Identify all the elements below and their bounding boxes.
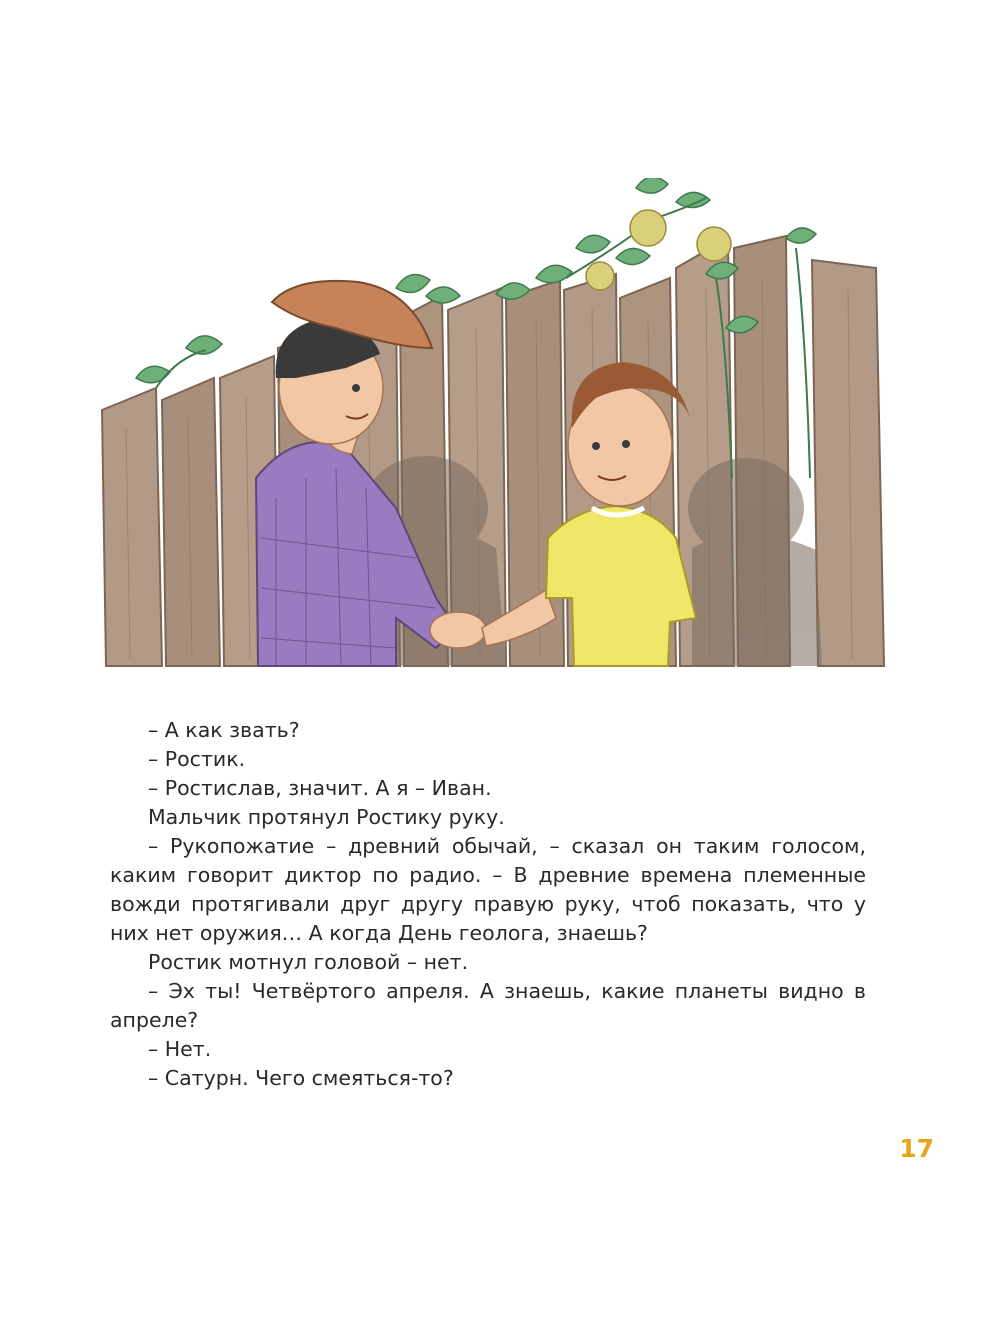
paragraph: Ростик мотнул головой – нет.	[148, 950, 469, 974]
paragraph: – Эх ты! Четвёртого апреля. А знаешь, какие планеты видно в апреле?	[110, 979, 866, 1032]
paragraph: – Рукопожатие – древний обычай, – сказал он таким голосом, каким говорит диктор по радио. – В древние времена племенные вожди протягивали друг другу правую руку, чтоб показать, что у них нет оружия… А когда День геолога, знаешь?	[110, 834, 866, 945]
illustration	[96, 178, 892, 678]
paragraph: – Ростик.	[148, 747, 246, 771]
paragraph: Мальчик протянул Ростику руку.	[148, 805, 505, 829]
paragraph: – Нет.	[148, 1037, 212, 1061]
paragraph: – А как звать?	[148, 718, 300, 742]
story-text	[110, 716, 866, 1093]
page-number: 17	[899, 1134, 934, 1163]
handshake-fence-illustration-icon	[96, 178, 892, 678]
paragraph: – Сатурн. Чего смеяться-то?	[148, 1066, 454, 1090]
paragraph: – Ростислав, значит. А я – Иван.	[148, 776, 492, 800]
handshake	[430, 612, 486, 648]
